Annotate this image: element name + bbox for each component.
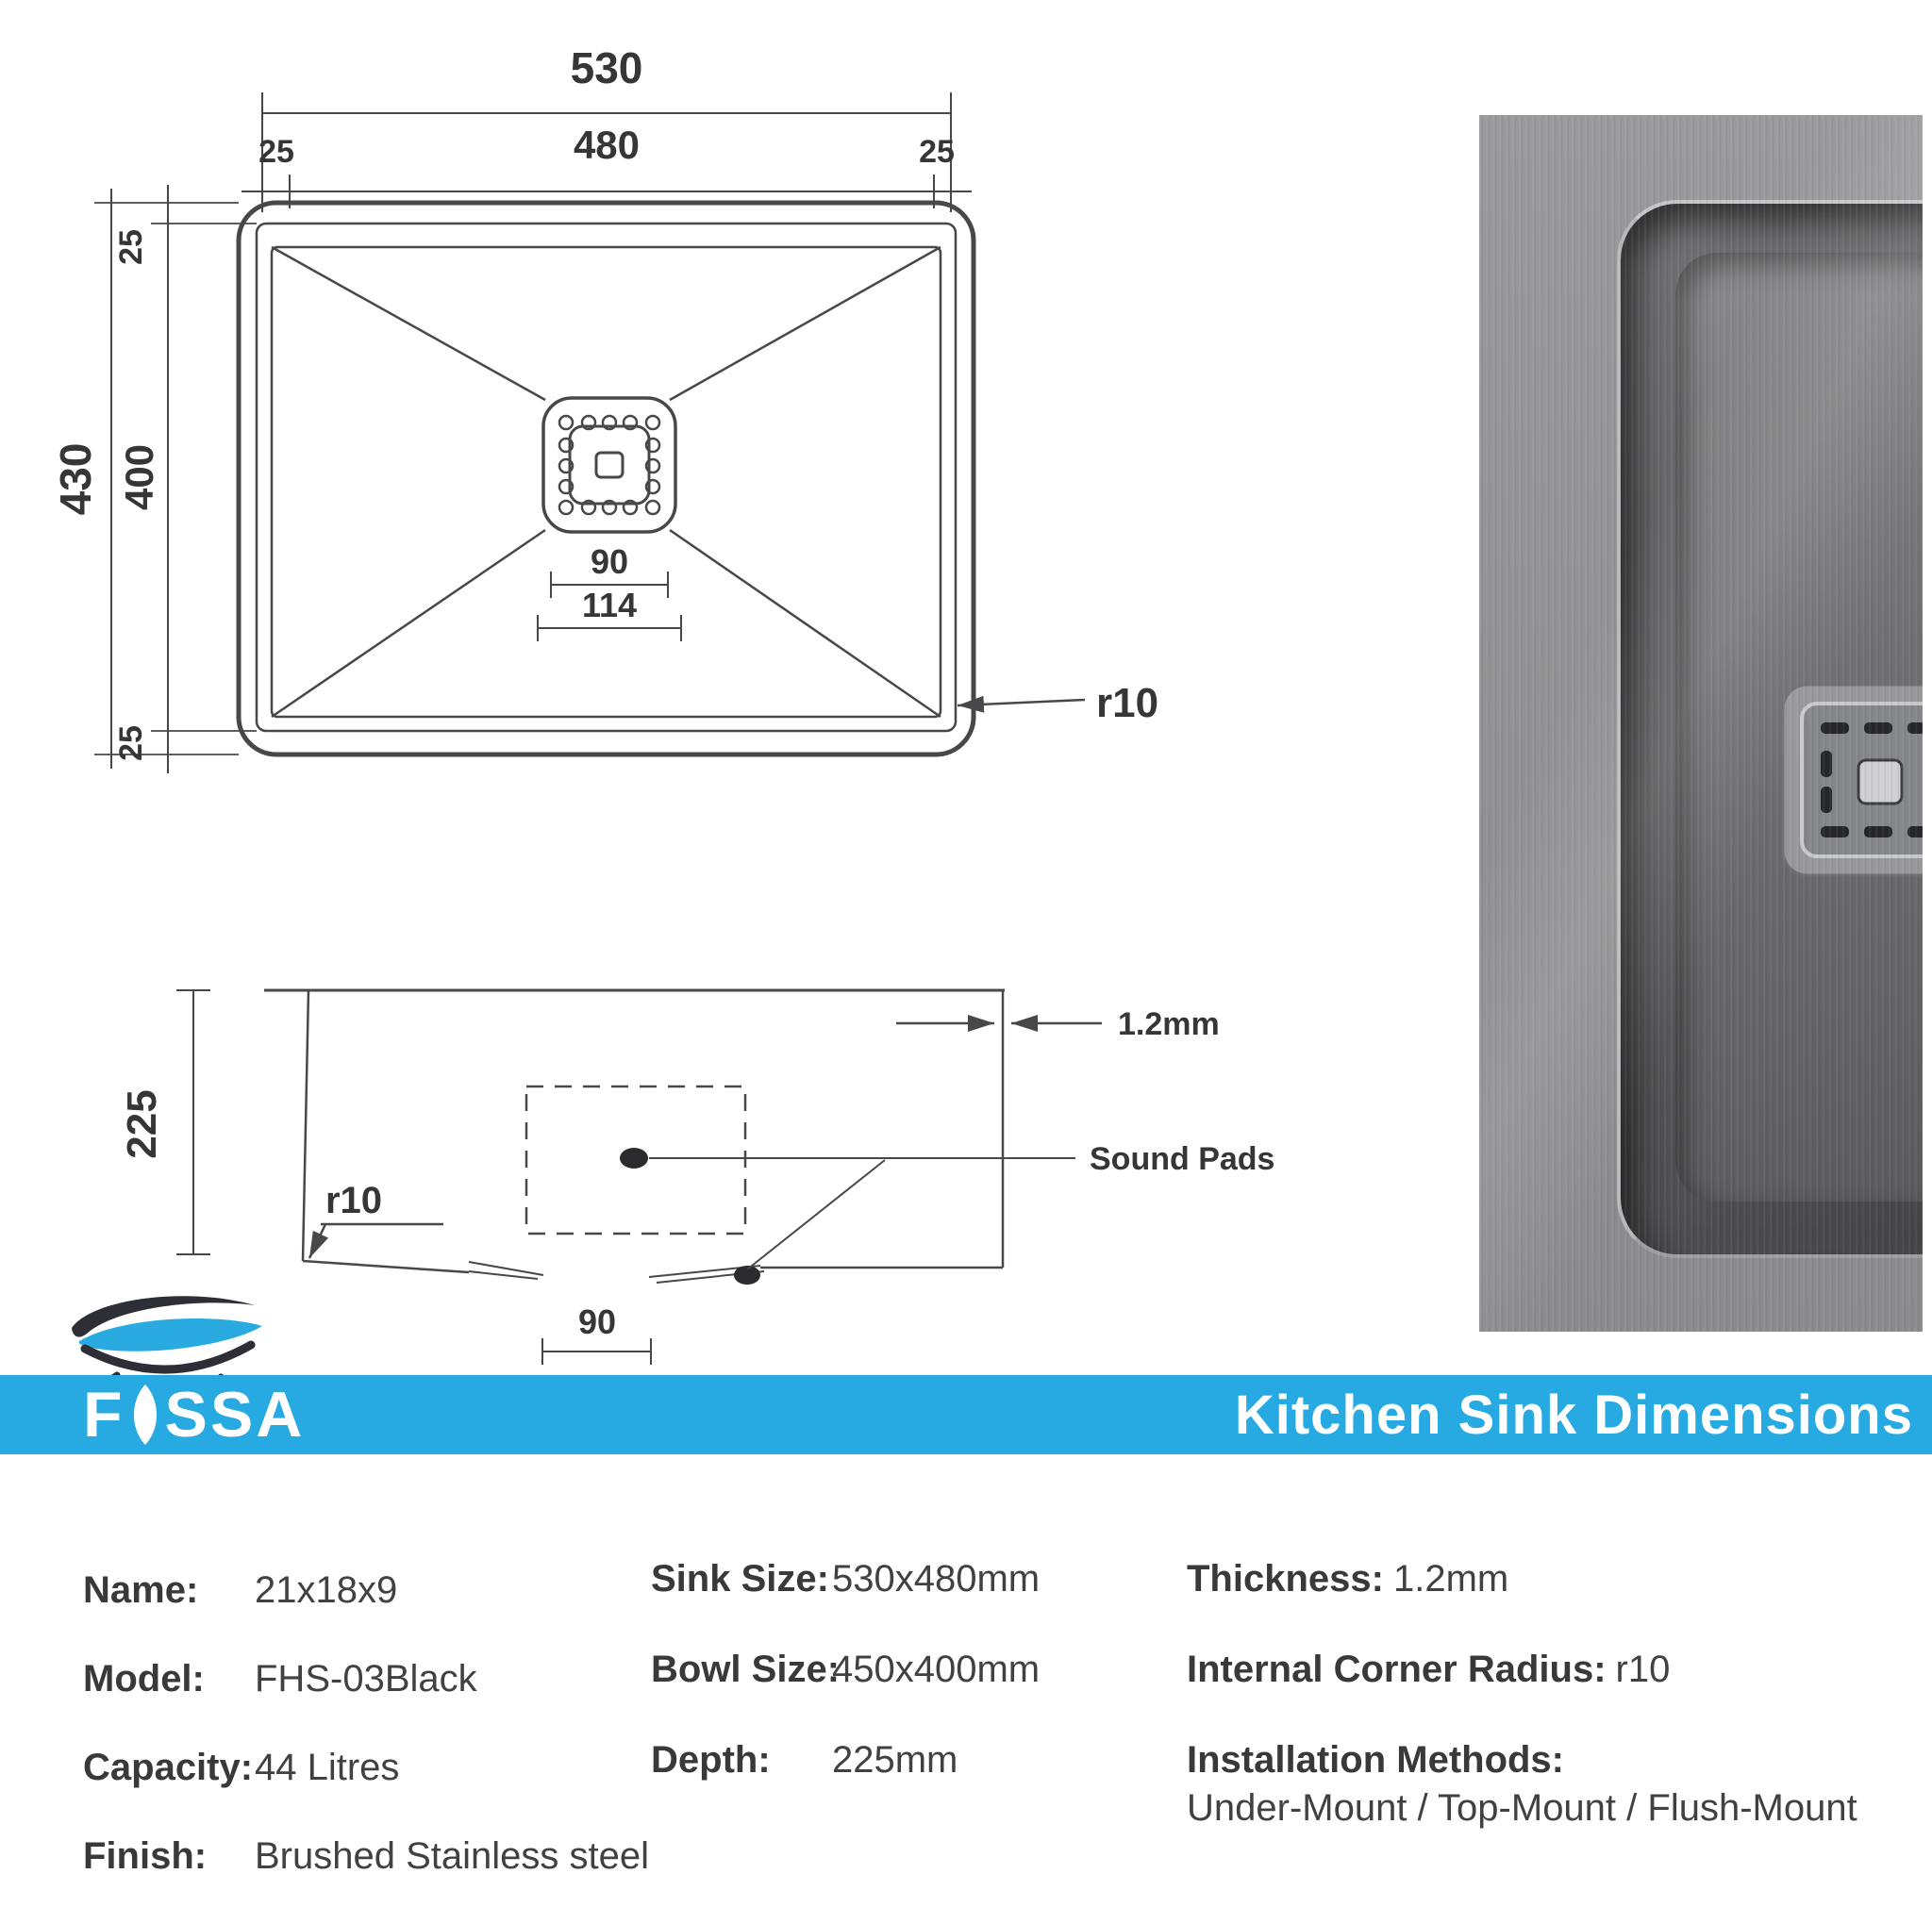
spec-installation-label: Installation Methods:: [1187, 1739, 1564, 1781]
side-view-drawing: [176, 990, 1102, 1365]
drain-top-view: [543, 398, 675, 532]
spec-installation: [1187, 1739, 1857, 1830]
wordmark-ssa: SSA: [164, 1379, 306, 1451]
fossa-logo-icon: [58, 1286, 280, 1385]
spec-name-label: Name:: [83, 1569, 199, 1611]
label-corner-radius-top: r10: [1096, 680, 1159, 726]
spec-model-value: FHS-03Black: [255, 1658, 477, 1700]
dim-inner-width: 480: [573, 123, 641, 167]
spec-thickness-value: 1.2mm: [1392, 1558, 1509, 1600]
dim-drain-width-side: 90: [577, 1302, 617, 1341]
spec-depth-value: 225mm: [832, 1739, 958, 1781]
spec-corner-radius-label: Internal Corner Radius:: [1187, 1649, 1607, 1690]
dim-depth: 225: [119, 1089, 165, 1159]
spec-bowl-size-value: 450x400mm: [832, 1649, 1041, 1690]
sink-photo: [1479, 115, 1923, 1332]
spec-capacity: [83, 1747, 399, 1789]
dim-margin-right: 25: [919, 134, 955, 170]
top-view-drawing: [94, 92, 1085, 773]
banner: [0, 1375, 1932, 1454]
brand-wordmark: [83, 1379, 306, 1451]
spec-depth: [651, 1739, 958, 1782]
label-corner-radius-side: r10: [325, 1180, 383, 1221]
dim-margin-bottom: 25: [113, 725, 149, 761]
spec-bowl-size-label: Bowl Size:: [651, 1649, 841, 1690]
spec-finish: [83, 1835, 649, 1878]
spec-capacity-value: 44 Litres: [255, 1747, 400, 1788]
label-thickness: 1.2mm: [1118, 1006, 1220, 1042]
spec-model-label: Model:: [83, 1658, 205, 1700]
dim-margin-left: 25: [258, 134, 294, 170]
dim-margin-top: 25: [113, 229, 149, 265]
spec-sink-size-value: 530x480mm: [832, 1558, 1041, 1600]
spec-sink-size-label: Sink Size:: [651, 1558, 829, 1600]
leaf-o-icon: [128, 1385, 162, 1445]
spec-capacity-label: Capacity:: [83, 1747, 254, 1788]
spec-installation-value: Under-Mount / Top-Mount / Flush-Mount: [1187, 1787, 1857, 1829]
spec-bowl-size: [651, 1649, 1040, 1691]
spec-thickness: [1187, 1558, 1508, 1600]
spec-name: [83, 1569, 397, 1612]
dim-inner-height: 400: [117, 443, 161, 511]
spec-model: [83, 1658, 477, 1700]
sink-photo-drain: [1779, 681, 1923, 879]
dim-drain-width: 90: [590, 542, 629, 581]
spec-sink-size: [651, 1558, 1040, 1600]
spec-name-value: 21x18x9: [255, 1569, 398, 1611]
spec-corner-radius-value: r10: [1615, 1649, 1671, 1690]
spec-finish-value: Brushed Stainless steel: [255, 1835, 650, 1877]
spec-thickness-label: Thickness:: [1187, 1558, 1384, 1600]
spec-corner-radius: [1187, 1649, 1670, 1691]
label-sound-pads: Sound Pads: [1090, 1141, 1275, 1177]
spec-finish-label: Finish:: [83, 1835, 208, 1877]
spec-depth-label: Depth:: [651, 1739, 771, 1781]
dim-drain-outer-width: 114: [581, 586, 638, 624]
banner-title: Kitchen Sink Dimensions: [1234, 1384, 1913, 1446]
dim-total-height: 430: [51, 442, 100, 516]
wordmark-f: F: [83, 1379, 125, 1451]
dim-total-width: 530: [570, 43, 643, 92]
